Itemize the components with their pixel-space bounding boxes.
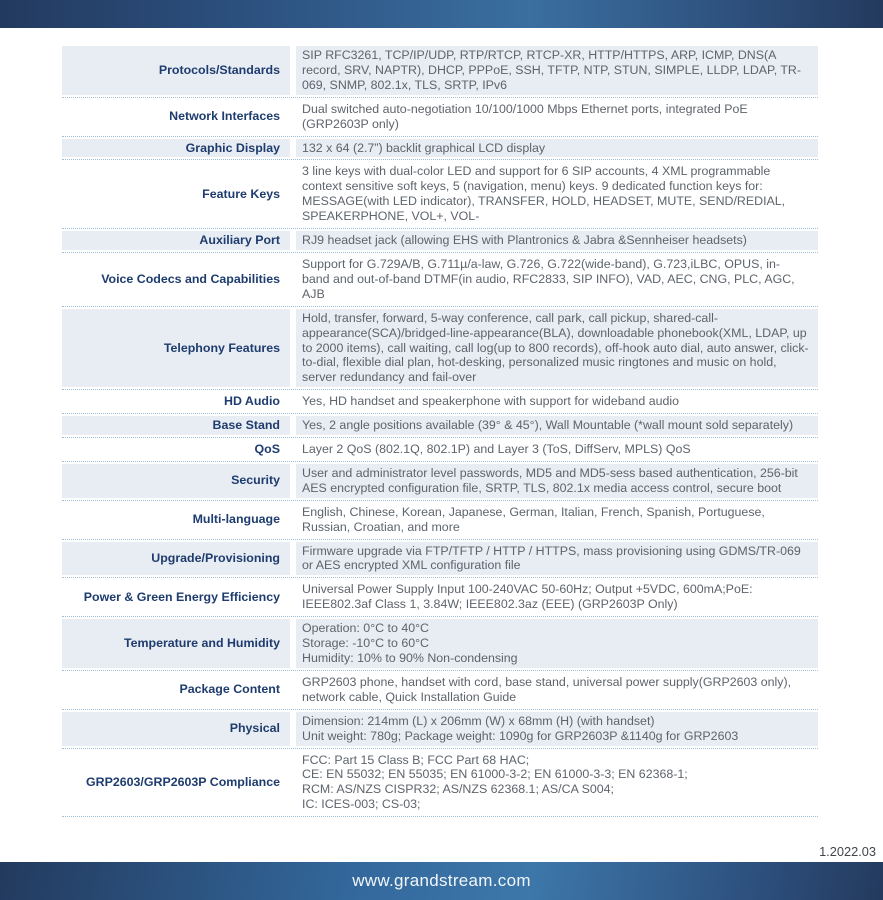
- spec-value: Dimension: 214mm (L) x 206mm (W) x 68mm (H) (with handset) Unit weight: 780g; Package weight: 1090g for GRP2603P &1140g for GRP2603: [296, 712, 818, 746]
- spec-value: Universal Power Supply Input 100-240VAC 50-60Hz; Output +5VDC, 600mA;PoE: IEEE802.3af Class 1, 3.84W; IEEE802.3az (EEE) (GRP2603P Only): [302, 582, 753, 612]
- table-row: [62, 100, 818, 134]
- spec-label: Network Interfaces: [169, 109, 280, 124]
- spec-value: Yes, HD handset and speakerphone with support for wideband audio: [302, 394, 680, 409]
- table-row: [62, 751, 818, 815]
- spec-label: Security: [62, 464, 290, 498]
- top-gradient-band: [0, 0, 883, 28]
- document-version: 1.2022.03: [819, 844, 876, 859]
- spec-label: Graphic Display: [62, 139, 290, 158]
- table-row: [62, 619, 818, 668]
- table-row: [62, 673, 818, 707]
- table-row: [62, 231, 818, 250]
- spec-label: Temperature and Humidity: [62, 619, 290, 668]
- footer-band: [0, 862, 883, 900]
- spec-label: Base Stand: [62, 416, 290, 435]
- spec-value: Support for G.729A/B, G.711µ/a-law, G.726, G.722(wide-band), G.723,iLBC, OPUS, in- band and out-of-band DTMF(in audio, RFC2833, SIP INFO), VAD, AEC, CNG, PLC, AGC, AJB: [302, 256, 795, 301]
- spec-value: Firmware upgrade via FTP/TFTP / HTTP / HTTPS, mass provisioning using GDMS/TR-069 or AES encrypted XML configuration file: [296, 542, 818, 576]
- spec-label: Feature Keys: [202, 186, 280, 201]
- spec-value: English, Chinese, Korean, Japanese, German, Italian, French, Spanish, Portuguese, Russian, Croatian, and more: [302, 504, 765, 534]
- table-row: [62, 580, 818, 614]
- spec-value: User and administrator level passwords, MD5 and MD5-sess based authentication, 256-bit AES encrypted configuration file, SRTP, TLS, 802.1x media access control, secure boot: [296, 464, 818, 498]
- spec-label: Power & Green Energy Efficiency: [83, 589, 280, 604]
- spec-label: Voice Codecs and Capabilities: [101, 271, 280, 286]
- table-row: [62, 440, 818, 459]
- table-row: [62, 139, 818, 158]
- table-row: [62, 542, 818, 576]
- table-row: [62, 162, 818, 226]
- spec-label: Package Content: [179, 682, 280, 697]
- spec-value: RJ9 headset jack (allowing EHS with Plantronics & Jabra &Sennheiser headsets): [296, 231, 818, 250]
- spec-label: Physical: [62, 712, 290, 746]
- spec-value: Dual switched auto-negotiation 10/100/1000 Mbps Ethernet ports, integrated PoE (GRP2603P only): [302, 101, 748, 131]
- spec-value: 3 line keys with dual-color LED and support for 6 SIP accounts, 4 XML programmable context sensitive soft keys, 5 (navigation, menu) keys. 9 dedicated function keys for: MESSAGE(with LED indicator), TRANSFER, HOLD, HEADSET, MUTE, SEND/REDIAL, SPEAKERPHONE, VOL+, VOL-: [302, 164, 786, 224]
- spec-value: Hold, transfer, forward, 5-way conference, call park, call pickup, shared-call-appearance(SCA)/bridged-line-appearance(BLA), downloadable phonebook(XML, LDAP, up to 2000 items), call waiting, call log(up to 800 records), off-hook auto dial, auto answer, click-to-dial, flexible dial plan, hot-desking, personalized music ringtones and music on hold, server redundancy and fail-over: [296, 309, 818, 388]
- spec-value: Yes, 2 angle positions available (39° & 45°), Wall Mountable (*wall mount sold separately): [296, 416, 818, 435]
- spec-label: Auxiliary Port: [62, 231, 290, 250]
- spec-value: FCC: Part 15 Class B; FCC Part 68 HAC; CE: EN 55032; EN 55035; EN 61000-3-2; EN 61000-3-3; EN 62368-1; RCM: AS/NZS CISPR32; AS/NZS 62368.1; AS/CA S004; IC: ICES-003; CS-03;: [302, 752, 688, 812]
- spec-label: Upgrade/Provisioning: [62, 542, 290, 576]
- spec-value: Layer 2 QoS (802.1Q, 802.1P) and Layer 3 (ToS, DiffServ, MPLS) QoS: [302, 442, 691, 457]
- spec-value: SIP RFC3261, TCP/IP/UDP, RTP/RTCP, RTCP-XR, HTTP/HTTPS, ARP, ICMP, DNS(A record, SRV, NAPTR), DHCP, PPPoE, SSH, TFTP, NTP, STUN, SIMPLE, LLDP, LDAP, TR-069, SNMP, 802.1x, TLS, SRTP, IPv6: [296, 46, 818, 95]
- table-row: [62, 464, 818, 498]
- spec-value: GRP2603 phone, handset with cord, base stand, universal power supply(GRP2603 only), network cable, Quick Installation Guide: [302, 674, 792, 704]
- spec-label: Protocols/Standards: [62, 46, 290, 95]
- spec-table: [62, 46, 818, 819]
- table-row: [62, 416, 818, 435]
- spec-label: Telephony Features: [62, 309, 290, 388]
- spec-label: Multi-language: [192, 512, 280, 527]
- table-row: [62, 309, 818, 388]
- spec-value: 132 x 64 (2.7”) backlit graphical LCD display: [296, 139, 818, 158]
- footer-website-link[interactable]: www.grandstream.com: [352, 871, 531, 890]
- table-row: [62, 255, 818, 304]
- spec-label: HD Audio: [224, 394, 280, 409]
- table-row: [62, 392, 818, 411]
- table-row: [62, 46, 818, 95]
- spec-value: Operation: 0°C to 40°C Storage: -10°C to 60°C Humidity: 10% to 90% Non-condensing: [296, 619, 818, 668]
- spec-label: GRP2603/GRP2603P Compliance: [86, 774, 280, 789]
- table-row: [62, 503, 818, 537]
- table-row: [62, 712, 818, 746]
- spec-label: QoS: [254, 442, 280, 457]
